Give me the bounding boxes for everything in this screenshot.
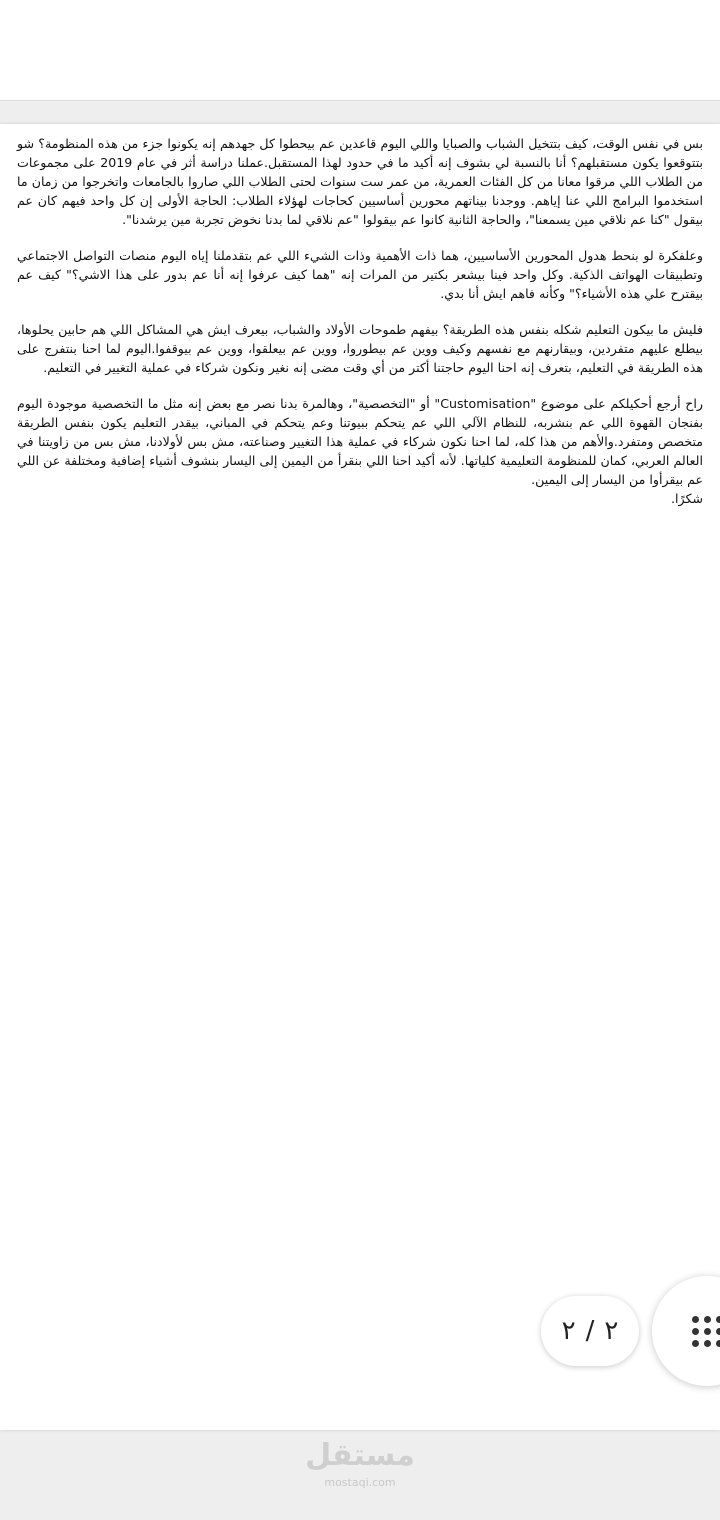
paragraph-1: بس في نفس الوقت، كيف بتتخيل الشباب والصبايا واللي اليوم قاعدين عم بيحطوا كل جهدهم إنه يكونوا جزء من هذه المنظومة؟ شو بتتوقعوا يكون مستقبلهم؟ أنا بالنسبة لي بشوف إنه أكيد ما في حدود لهذا المستقبل.عملنا دراسة أثر في عام 2019 على مجموعات من الطلاب اللي مرقوا معانا من كل الفئات العمرية، من عمر ست سنوات لحتى الطلاب اللي صاروا بالجامعات واتخرجوا من زمان ما استخدموا البرامج اللي عنا إياهم. ووجدنا بيناتهم محورين أساسيين كحاجات لهؤلاء الطلاب: الحاجة الأولى إن كل واحد فيهم كان عم بيقول "كنا عم نلاقي مين يسمعنا"، والحاجة الثانية كانوا عم بيقولوا "عم نلاقي لما بدنا نخوض تجربة مين يرشدنا". — [17, 136, 703, 227]
page-separator: / — [585, 1316, 595, 1346]
dots-grid-icon — [692, 1316, 720, 1346]
watermark-logo: مستقل — [305, 1438, 415, 1473]
paragraph-3: فليش ما بيكون التعليم شكله بنفس هذه الطريقة؟ بيفهم طموحات الأولاد والشباب، بيعرف ايش هي المشاكل اللي هم حابين يحلوها، بيطلع عليهم متفردين، وبيقارنهم مع نفسهم وكيف ووين عم بيطوروا، ووين عم بيعلقوا، ووين عم بيوقفوا.اليوم لما احنا بنتفرج على هذه الطريقة في التعليم، بتعرف إنه احنا اليوم حاجتنا أكتر من أي وقت مضى إنه نغير ونكون شركاء في عملية التغيير في التعليم. — [17, 322, 703, 375]
document-body — [17, 134, 703, 525]
previous-page-edge — [0, 0, 720, 101]
paragraph-2: وعلفكرة لو بنحط هدول المحورين الأساسيين، هما ذات الأهمية وذات الشيء اللي عم بتقدملنا إياه اليوم منصات التواصل الاجتماعي وتطبيقات الهواتف الذكية. وكل واحد فينا بيشعر بكتير من المرات إنه "هما كيف عرفوا إنه أنا عم بدور على هذا الاشي؟" كيف عم بيقترح علي هذه الأشياء؟" وكأنه فاهم ايش أنا بدي. — [17, 248, 703, 301]
paragraph-4: راح أرجع أحكيلكم على موضوع "Customisation" أو "التخصصية"، وهالمرة بدنا نصر مع بعض إنه مثل ما التخصصية موجودة اليوم بفنجان القهوة اللي عم بنشربه، للنظام الآلي اللي عم يتحكم ببيوتنا وعم يتحكم في المباني، بيقدر التعليم يكون بنفس الطريقة متخصص ومتفرد.والأهم من هذا كله، لما احنا نكون شركاء في عملية هذا التغيير وصناعته، مش بس لأولادنا، مش بس من زاويتنا في العالم العربي، كمان للمنظومة التعليمية كلياتها. لأنه أكيد احنا اللي بنقرأ من اليمين إلى اليسار بنشوف أشياء إضافية ومختلفة عن اللي عم بيقرأوا من اليسار إلى اليمين. — [17, 396, 703, 487]
total-pages-number: ٢ — [561, 1316, 576, 1346]
closing-line: شكرًا. — [671, 491, 703, 506]
current-page-number: ٢ — [604, 1316, 619, 1346]
watermark-url: mostaqi.com — [324, 1476, 396, 1489]
page-indicator[interactable] — [541, 1296, 639, 1366]
